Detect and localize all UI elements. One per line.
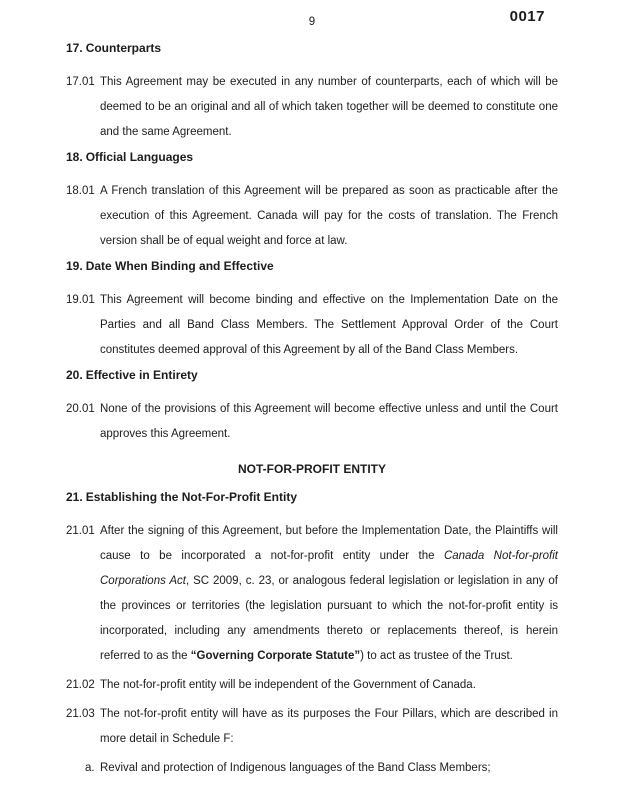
page-number: 9 [308,16,316,28]
part-heading: NOT-FOR-PROFIT ENTITY [238,462,386,476]
list-item-a [66,756,558,781]
list-item-text: Revival and protection of Indigenous languages of the Band Class Members; [100,762,491,774]
clause-number: 21.02 [66,679,95,691]
clause-number: 18.01 [66,185,95,197]
page-header [66,8,558,34]
statute-title-italic: Canada Not-for-profit Corporations Act [100,550,559,587]
clause [66,519,558,669]
defined-term-bold: “Governing Corporate Statute” [190,650,361,662]
section-number: 17. [66,41,83,55]
bates-stamp: 0017 [509,8,545,25]
clause [66,70,558,145]
clause-text: The not-for-profit entity will have as its purposes the Four Pillars, which are described in more detail in Schedule F: [100,708,558,745]
section-title: Effective in Entirety [85,368,198,382]
clause-text-segment: After the signing of this Agreement, but before the Implementation Date, the Plaintiffs will cause to be incorporated a not-for-profit entity under the [100,525,558,562]
section-number: 21. [66,490,83,504]
clause-text: This Agreement will become binding and effective on the Implementation Date on the Parties and all Band Class Members. The Settlement Approval Order of the Court constitutes deemed approval of this Agreement by all of the Band Class Members. [100,294,558,356]
section-heading [66,149,558,165]
clause-text-segment: ) to act as trustee of the Trust. [360,650,513,662]
section-title: Establishing the Not-For-Profit Entity [85,490,298,504]
section-heading [66,489,558,505]
list-item-marker: a. [85,762,95,774]
clause-text: The not-for-profit entity will be independent of the Government of Canada. [100,679,476,691]
section-establishing-nfp-entity [66,489,558,781]
clause-number: 20.01 [66,403,95,415]
section-heading [66,40,558,56]
clause-number: 17.01 [66,76,95,88]
section-number: 19. [66,259,83,273]
section-date-when-binding [66,258,558,363]
clause [66,397,558,447]
section-heading [66,367,558,383]
clause [66,179,558,254]
section-counterparts [66,40,558,145]
section-effective-in-entirety [66,367,558,447]
clause [66,702,558,752]
section-number: 18. [66,150,83,164]
section-number: 20. [66,368,83,382]
clause-number: 21.03 [66,708,95,720]
clause-text: This Agreement may be executed in any number of counterparts, each of which will be deemed to be an original and all of which taken together will be deemed to constitute one and the same Agreement. [100,76,558,138]
clause-text: A French translation of this Agreement will be prepared as soon as practicable after the execution of this Agreement. Canada will pay for the costs of translation. The French version shall be of equal weight and force at law. [100,185,558,247]
clause-text-segment: , SC 2009, c. 23, or analogous federal legislation or legislation in any of the provinces or territories (the legislation pursuant to which the not-for-profit entity is incorporated, including any amendments thereto or replacements thereof, is herein referred to as the [100,575,558,662]
clause-number: 19.01 [66,294,95,306]
clause [66,288,558,363]
clause [66,673,558,698]
section-title: Counterparts [85,41,162,55]
clause-text: None of the provisions of this Agreement will become effective unless and until the Court approves this Agreement. [100,403,558,440]
section-title: Official Languages [85,150,194,164]
section-official-languages [66,149,558,254]
section-title: Date When Binding and Effective [85,259,274,273]
clause-number: 21.01 [66,525,95,537]
clause-text [100,519,558,669]
section-heading [66,258,558,274]
